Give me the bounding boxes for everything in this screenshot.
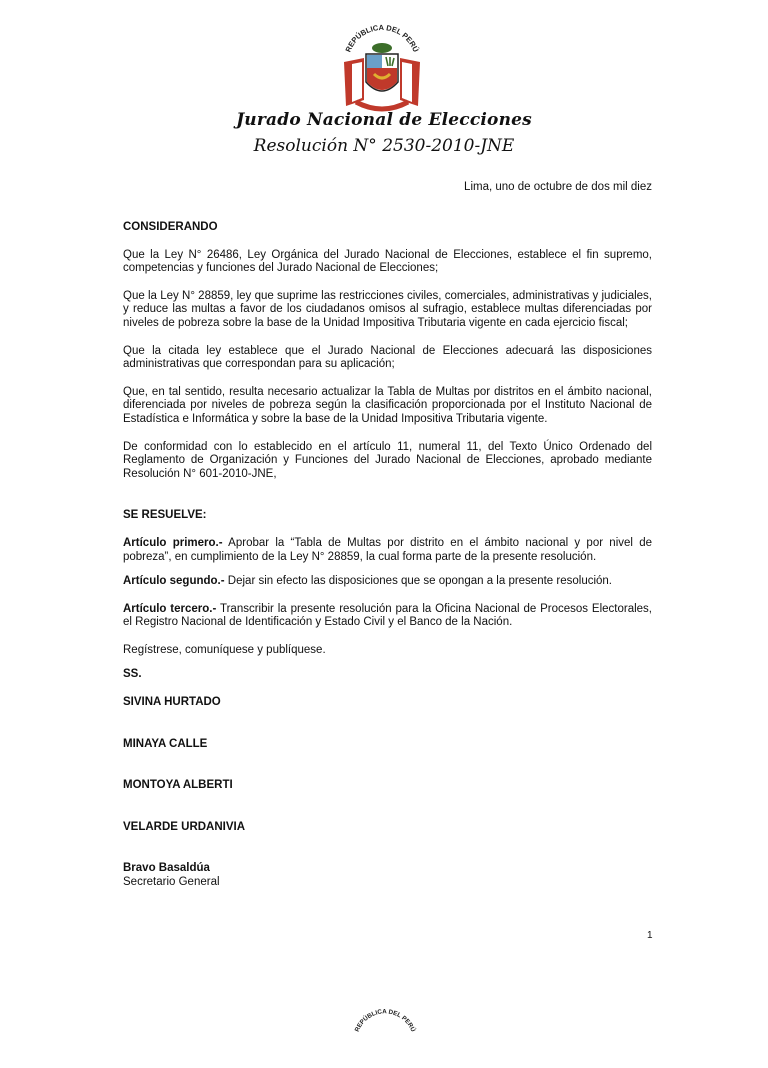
closing-line: Regístrese, comuníquese y publíquese. bbox=[123, 643, 326, 656]
article-label: Artículo tercero.- bbox=[123, 602, 217, 615]
se-resuelve-heading: SE RESUELVE: bbox=[123, 509, 207, 522]
document-body bbox=[123, 221, 652, 890]
resolution-number: Resolución N° 2530-2010-JNE bbox=[253, 136, 515, 156]
seal-arc-text: REPÚBLICA DEL PERÚ bbox=[343, 22, 421, 54]
organization-name: Jurado Nacional de Elecciones bbox=[236, 110, 532, 130]
paragraph: Que, en tal sentido, resulta necesario actualizar la Tabla de Multas por distritos en el ámbito nacional, diferenciada por niveles de pobreza según la clasificación proporcionada por el Instituto Nacional de Estadística e Informática y sobre la base de la Unidad Impositiva Tributaria vigente. bbox=[123, 385, 652, 425]
signer-name: MONTOYA ALBERTI bbox=[123, 779, 233, 792]
article-text: Transcribir la presente resolución para la Oficina Nacional de Procesos Electorales, el Registro Nacional de Identificación y Estado Civil y el Banco de la Nación. bbox=[123, 602, 652, 629]
paragraph: De conformidad con lo establecido en el artículo 11, numeral 11, del Texto Único Ordenado del Reglamento de Organización y Funciones del Jurado Nacional de Elecciones, aprobado mediante Resolución N° 601-2010-JNE, bbox=[123, 440, 652, 480]
paragraph: Que la Ley N° 26486, Ley Orgánica del Jurado Nacional de Elecciones, establece el fin supremo, competencias y funciones del Jurado Nacional de Elecciones; bbox=[123, 248, 652, 275]
article-label: Artículo segundo.- bbox=[123, 575, 225, 588]
article-primero bbox=[123, 537, 652, 564]
article-segundo bbox=[123, 575, 652, 589]
paragraph: Que la Ley N° 28859, ley que suprime las restricciones civiles, comerciales, administrativas y judiciales, y reduce las multas a favor de los ciudadanos omisos al sufragio, establece multas diferenciadas por niveles de pobreza sobre la base de la Unidad Impositiva Tributaria vigente en cada ejercicio fiscal; bbox=[123, 289, 652, 329]
signer-name: VELARDE URDANIVIA bbox=[123, 820, 246, 833]
svg-text:REPÚBLICA DEL PERÚ: REPÚBLICA DEL PERÚ bbox=[353, 1008, 417, 1033]
signer-name: SIVINA HURTADO bbox=[123, 696, 221, 709]
secretary-title: Secretario General bbox=[123, 876, 220, 889]
ss-label: SS. bbox=[123, 668, 142, 681]
signer-name: MINAYA CALLE bbox=[123, 737, 208, 750]
page-number: 1 bbox=[647, 930, 653, 941]
paragraph: Que la citada ley establece que el Jurado Nacional de Elecciones adecuará las disposiciones administrativas que correspondan para su aplicación; bbox=[123, 344, 652, 371]
coat-of-arms-seal bbox=[334, 20, 430, 116]
document-date: Lima, uno de octubre de dos mil diez bbox=[464, 181, 652, 193]
secretary-name: Bravo Basaldúa bbox=[123, 862, 210, 875]
article-label: Artículo primero.- bbox=[123, 536, 223, 549]
article-text: Aprobar la “Tabla de Multas por distrito en el ámbito nacional y por nivel de pobreza”, en cumplimiento de la Ley N° 28859, la cual forma parte de la presente resolución. bbox=[123, 536, 652, 563]
considerando-heading: CONSIDERANDO bbox=[123, 221, 218, 233]
article-text: Dejar sin efecto las disposiciones que se opongan a la presente resolución. bbox=[224, 575, 612, 588]
next-page-seal-fragment bbox=[345, 1005, 425, 1033]
article-tercero bbox=[123, 603, 652, 630]
